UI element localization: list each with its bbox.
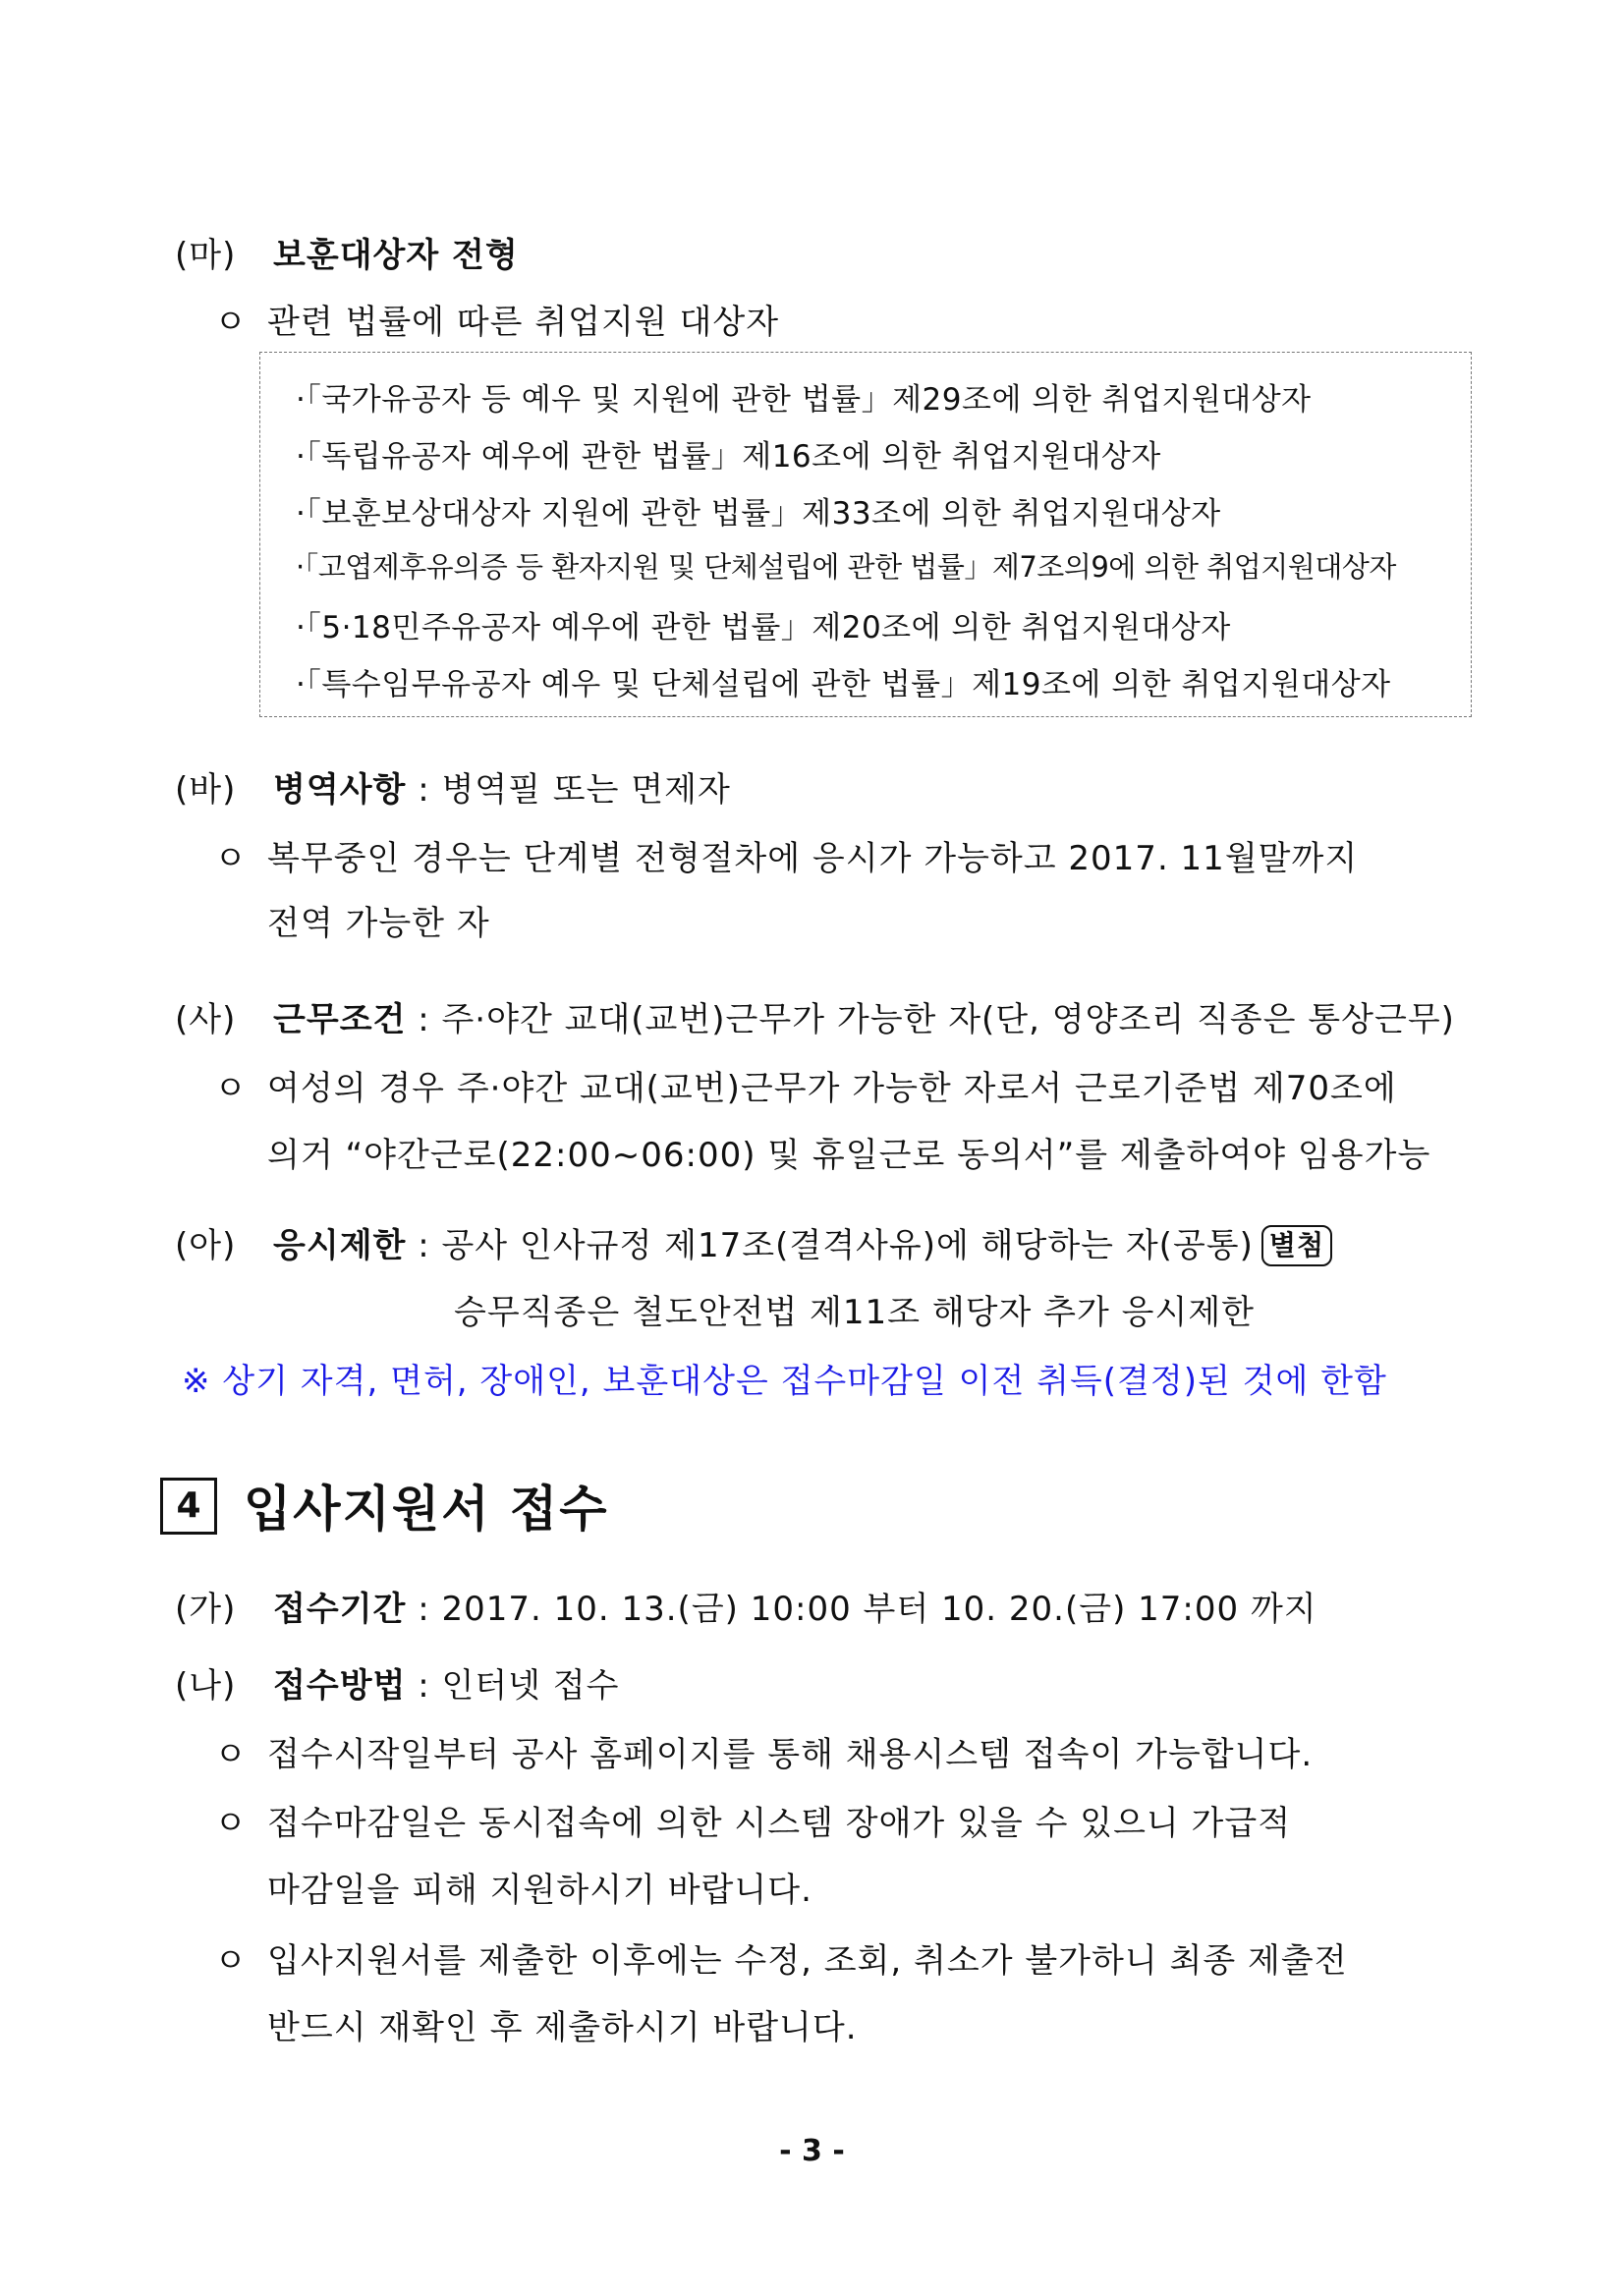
item-title: 보훈대상자 전형 — [273, 236, 519, 275]
list-item — [214, 1796, 1291, 1844]
law-item: ·「보훈보상대상자 지원에 관한 법률」제33조에 의한 취업지원대상자 — [296, 496, 1221, 532]
law-item: ·「5·18민주유공자 예우에 관한 법률」제20조에 의한 취업지원대상자 — [296, 610, 1231, 645]
item-continuation: 반드시 재확인 후 제출하시기 바랍니다. — [267, 2008, 858, 2047]
list-item — [214, 1933, 1348, 1982]
item-text: 복무중인 경우는 단계별 전형절차에 응시가 가능하고 2017. 11월말까지 — [267, 839, 1359, 878]
item-continuation: 마감일을 피해 지원하시기 바랍니다. — [267, 1871, 812, 1910]
item-text: 여성의 경우 주·야간 교대(교번)근무가 가능한 자로서 근로기준법 제70조에 — [267, 1069, 1397, 1108]
item-title: 접수방법 — [273, 1666, 407, 1706]
item-label: (사) — [175, 1000, 237, 1039]
item-label: (마) — [175, 236, 237, 275]
law-item: ·「고엽제후유의증 등 환자지원 및 단체설립에 관한 법률」제7조의9에 의한 취업지원대상자 — [296, 550, 1396, 584]
circle-bullet-icon: ㅇ — [214, 1735, 248, 1774]
heading-ga — [175, 1582, 1317, 1630]
item-text: 접수마감일은 동시접속에 의한 시스템 장애가 있을 수 있으니 가급적 — [267, 1804, 1292, 1843]
note-text: ※ 상기 자격, 면허, 장애인, 보훈대상은 접수마감일 이전 취득(결정)된 것에 한함 — [182, 1362, 1387, 1401]
item-title: 병역사항 — [273, 770, 407, 810]
list-item — [214, 831, 1358, 879]
circle-bullet-icon: ㅇ — [214, 1941, 248, 1981]
heading-a — [175, 1218, 1332, 1266]
item-text: : 공사 인사규정 제17조(결격사유)에 해당하는 자(공통) — [406, 1226, 1254, 1265]
circle-bullet-icon: ㅇ — [214, 303, 248, 342]
law-list-box — [259, 352, 1472, 717]
item-text: : 병역필 또는 면제자 — [406, 770, 731, 810]
circle-bullet-icon: ㅇ — [214, 1804, 248, 1843]
item-label: (나) — [175, 1666, 237, 1706]
item-label: (바) — [175, 770, 237, 810]
list-item — [214, 295, 779, 343]
heading-ba — [175, 762, 731, 811]
item-continuation: 승무직종은 철도안전법 제11조 해당자 추가 응시제한 — [454, 1293, 1256, 1332]
law-item: ·「독립유공자 예우에 관한 법률」제16조에 의한 취업지원대상자 — [296, 439, 1161, 475]
item-continuation: 전역 가능한 자 — [267, 904, 490, 943]
item-label: (가) — [175, 1590, 237, 1629]
attachment-tag: 별첨 — [1261, 1225, 1332, 1266]
item-text: 관련 법률에 따른 취업지원 대상자 — [267, 303, 780, 342]
item-title: 접수기간 — [273, 1590, 407, 1629]
item-text: : 주·야간 교대(교번)근무가 가능한 자(단, 영양조리 직종은 통상근무) — [406, 1000, 1455, 1039]
item-title: 응시제한 — [273, 1226, 407, 1265]
heading-na — [175, 1658, 620, 1707]
section-number: 4 — [160, 1478, 217, 1535]
circle-bullet-icon: ㅇ — [214, 1069, 248, 1108]
list-item — [214, 1061, 1397, 1109]
item-label: (아) — [175, 1226, 237, 1265]
law-item: ·「특수임무유공자 예우 및 단체설립에 관한 법률」제19조에 의한 취업지원대상자 — [296, 667, 1391, 702]
list-item — [214, 1727, 1313, 1775]
item-text: 입사지원서를 제출한 이후에는 수정, 조회, 취소가 불가하니 최종 제출전 — [267, 1941, 1348, 1981]
item-text: : 2017. 10. 13.(금) 10:00 부터 10. 20.(금) 17:00 까지 — [406, 1590, 1317, 1629]
circle-bullet-icon: ㅇ — [214, 839, 248, 878]
item-text: 접수시작일부터 공사 홈페이지를 통해 채용시스템 접속이 가능합니다. — [267, 1735, 1314, 1774]
item-title: 근무조건 — [273, 1000, 407, 1039]
heading-ma — [175, 228, 519, 276]
heading-sa — [175, 992, 1455, 1040]
item-continuation: 의거 “야간근로(22:00~06:00) 및 휴일근로 동의서”를 제출하여야 임용가능 — [267, 1136, 1431, 1175]
section-title: 입사지원서 접수 — [244, 1481, 609, 1538]
law-item: ·「국가유공자 등 예우 및 지원에 관한 법률」제29조에 의한 취업지원대상자 — [296, 382, 1312, 418]
item-text: : 인터넷 접수 — [406, 1666, 620, 1706]
page-number: - 3 - — [779, 2134, 845, 2168]
